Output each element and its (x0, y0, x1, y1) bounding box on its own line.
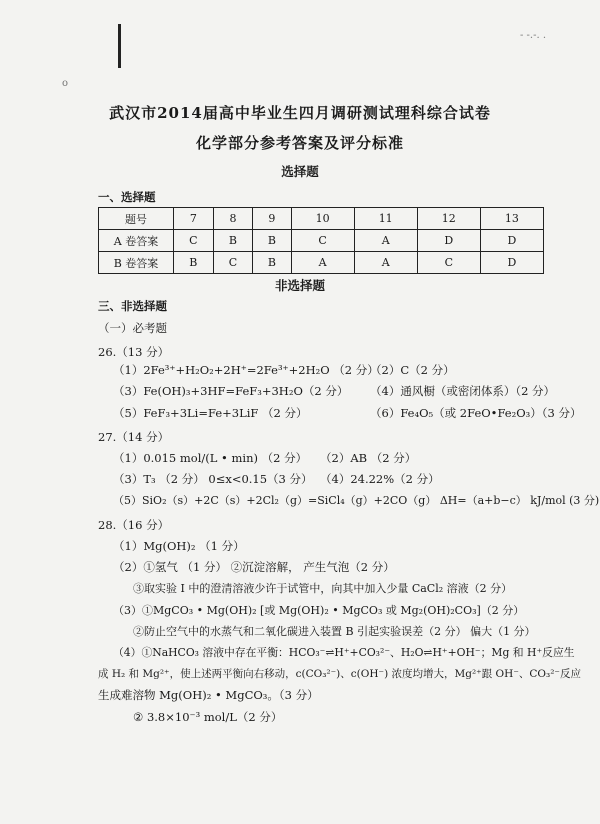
table-cell: 7 (174, 208, 214, 230)
table-row (99, 252, 544, 274)
q26-line: （2）C（2 分） (370, 363, 455, 377)
section3-heading: 三、非选择题 (98, 299, 167, 313)
table-row (99, 230, 544, 252)
table-cell: 13 (480, 208, 543, 230)
table-cell: C (291, 230, 354, 252)
q26-line: （5）FeF₃+3Li=Fe+3LiF （2 分） (113, 406, 308, 420)
table-cell: C (213, 252, 253, 274)
q28-line: （4）①NaHCO₃ 溶液中存在平衡：HCO₃⁻⇌H⁺+CO₃²⁻、H₂O⇌H⁺+OH⁻；Mg 和 H⁺反应生 (113, 646, 575, 659)
q28-line: （3）①MgCO₃ • Mg(OH)₂ [或 Mg(OH)₂ • MgCO₃ 或 Mg₂(OH)₂CO₃]（2 分） (113, 604, 525, 617)
table-cell: D (417, 230, 480, 252)
pen-mark (118, 24, 121, 68)
table-cell: C (174, 230, 214, 252)
exam-subtitle: 化学部分参考答案及评分标准 (195, 134, 404, 152)
q28-line: 生成难溶物 Mg(OH)₂ • MgCO₃。（3 分） (98, 688, 319, 702)
q27-title: 27.（14 分） (98, 430, 170, 444)
q27-line: （5）SiO₂（s）+2C（s）+2Cl₂（g）=SiCl₄（g）+2CO（g） ΔH=（a+b−c） kJ/mol (3 分) (113, 494, 600, 507)
table-cell: D (480, 252, 543, 274)
q27-line: （3）T₃ （2 分） 0≤x<0.15（3 分） (113, 472, 313, 486)
section1-heading: 一、选择题 (98, 190, 156, 204)
q28-line: （2）①氢气 （1 分） ②沉淀溶解， 产生气泡（2 分） (113, 560, 395, 574)
table-cell: A 卷答案 (99, 230, 174, 252)
q27-line: （4）24.22%（2 分） (320, 472, 440, 486)
part1-heading: 选择题 (281, 164, 319, 179)
table-cell: A (291, 252, 354, 274)
table-cell: 12 (417, 208, 480, 230)
table-cell: 11 (354, 208, 417, 230)
table-cell: B (174, 252, 214, 274)
table-header-row (99, 208, 544, 230)
section3-subheading: （一）必考题 (98, 321, 167, 335)
q26-line: （6）Fe₄O₅（或 2FeO•Fe₂O₃）（3 分） (370, 406, 582, 420)
table-cell: 10 (291, 208, 354, 230)
q26-title: 26.（13 分） (98, 345, 170, 359)
table-cell: B 卷答案 (99, 252, 174, 274)
table-cell: 8 (213, 208, 253, 230)
exam-title: 武汉市2014届高中毕业生四月调研测试理科综合试卷 (109, 104, 491, 122)
q28-title: 28.（16 分） (98, 518, 170, 532)
table-cell: 9 (253, 208, 291, 230)
q27-line: （2）AB （2 分） (320, 451, 417, 465)
part2-heading: 非选择题 (274, 278, 325, 293)
q26-line: （4）通风橱（或密闭体系）（2 分） (370, 384, 556, 398)
table-cell: B (213, 230, 253, 252)
table-cell: A (354, 230, 417, 252)
q28-line: ②防止空气中的水蒸气和二氧化碳进入装置 B 引起实验误差（2 分） 偏大（1 分） (133, 625, 536, 638)
scan-speck: - -.-. . (520, 30, 547, 41)
q28-line: 成 H₂ 和 Mg²⁺，使上述两平衡向右移动，c(CO₃²⁻)、c(OH⁻) 浓度均增大，Mg²⁺跟 OH⁻、CO₃²⁻反应 (98, 668, 581, 680)
table-cell: D (480, 230, 543, 252)
table-cell: C (417, 252, 480, 274)
scan-speck-left: o (62, 78, 69, 89)
answer-table (98, 207, 544, 274)
q28-line: ② 3.8×10⁻³ mol/L（2 分） (133, 710, 283, 724)
q26-line: （1）2Fe³⁺+H₂O₂+2H⁺=2Fe³⁺+2H₂O （2 分） (113, 363, 379, 377)
q26-line: （3）Fe(OH)₃+3HF=FeF₃+3H₂O（2 分） (113, 384, 349, 398)
table-cell: A (354, 252, 417, 274)
q27-line: （1）0.015 mol/(L • min) （2 分） (113, 451, 308, 465)
table-cell: B (253, 252, 291, 274)
q28-line: （1）Mg(OH)₂ （1 分） (113, 539, 245, 553)
q28-line: ③取实验 I 中的澄清溶液少许于试管中，向其中加入少量 CaCl₂ 溶液（2 分） (133, 582, 513, 595)
table-cell: B (253, 230, 291, 252)
table-cell: 题号 (99, 208, 174, 230)
